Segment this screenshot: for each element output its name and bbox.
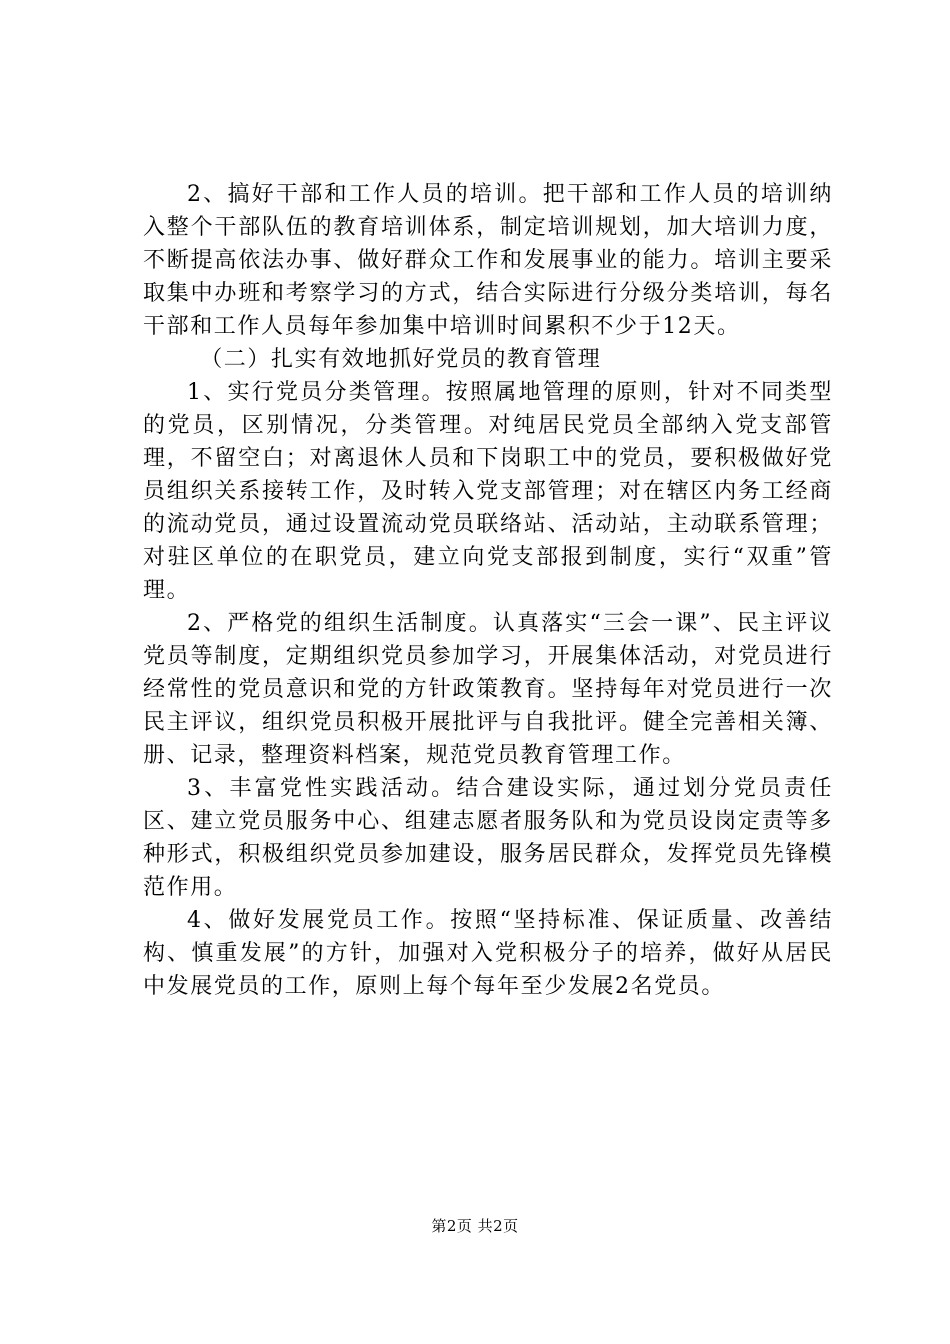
- paragraph-member-development: 4、做好发展党员工作。按照“坚持标准、保证质量、改善结构、慎重发展”的方针，加强对入党积极分子的培养，做好从居民中发展党员的工作，原则上每个每年至少发展2名党员。: [143, 908, 833, 999]
- page-number-footer: 第2页 共2页: [431, 1217, 519, 1235]
- section-heading-party-member-education: （二）扎实有效地抓好党员的教育管理: [200, 347, 602, 372]
- paragraph-classified-management: 1、实行党员分类管理。按照属地管理的原则，针对不同类型的党员，区别情况，分类管理。对纯居民党员全部纳入党支部管理，不留空白；对离退休人员和下岗职工中的党员，要积极做好党员组织关系接转工作，及时转入党支部管理；对在辖区内务工经商的流动党员，通过设置流动党员联络站、活动站，主动联系管理；对驻区单位的在职党员，建立向党支部报到制度，实行“双重”管理。: [143, 380, 833, 603]
- paragraph-cadre-training: 2、搞好干部和工作人员的培训。把干部和工作人员的培训纳入整个干部队伍的教育培训体系，制定培训规划，加大培训力度，不断提高依法办事、做好群众工作和发展事业的能力。培训主要采取集中办班和考察学习的方式，结合实际进行分级分类培训，每名干部和工作人员每年参加集中培训时间累积不少于12天。: [143, 182, 833, 339]
- paragraph-organizational-life: 2、严格党的组织生活制度。认真落实“三会一课”、民主评议党员等制度，定期组织党员参加学习，开展集体活动，对党员进行经常性的党员意识和党的方针政策教育。坚持每年对党员进行一次民主评议，组织党员积极开展批评与自我批评。健全完善相关簿、册、记录，整理资料档案，规范党员教育管理工作。: [143, 611, 833, 768]
- paragraph-practice-activities: 3、丰富党性实践活动。结合建设实际，通过划分党员责任区、建立党员服务中心、组建志愿者服务队和为党员设岗定责等多种形式，积极组织党员参加建设，服务居民群众，发挥党员先锋模范作用。: [143, 776, 833, 900]
- document-body: [143, 178, 833, 1003]
